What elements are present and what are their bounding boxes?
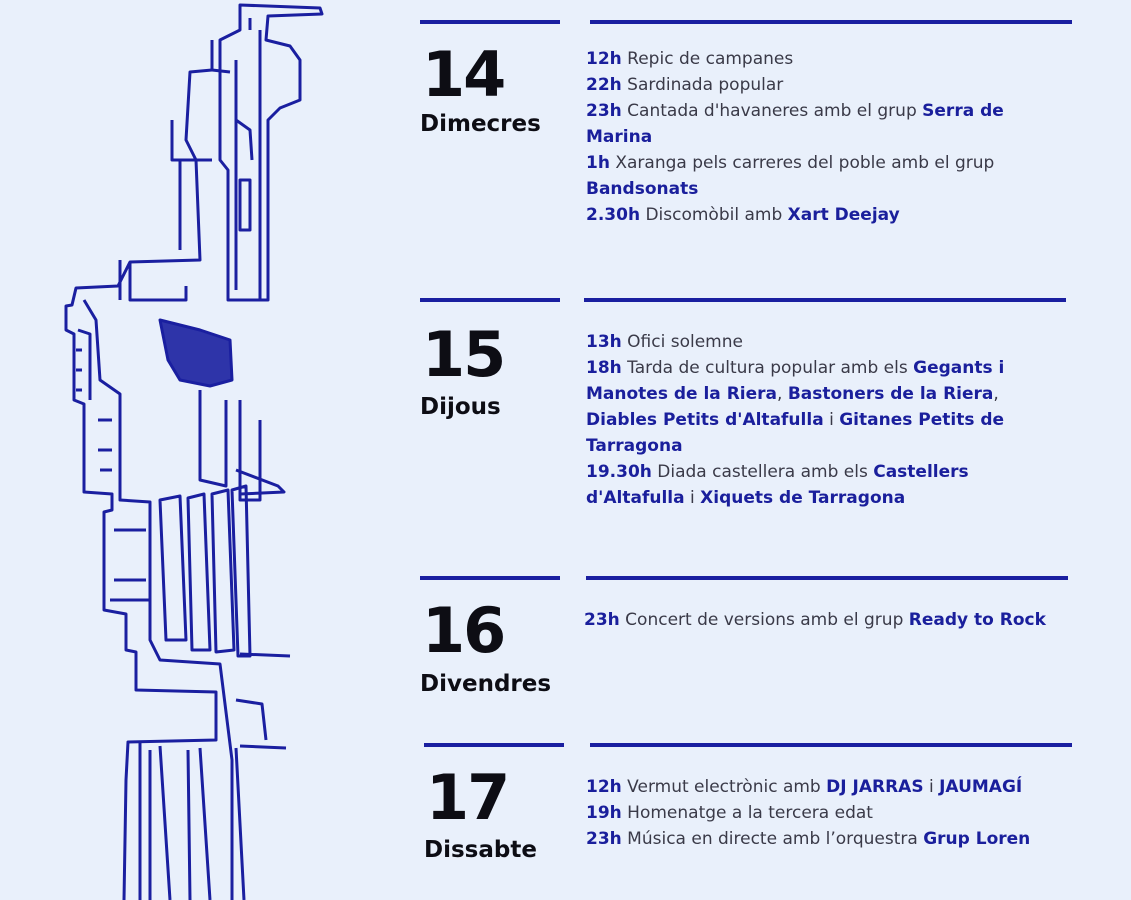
day-name: Dissabte [424, 837, 537, 863]
divider-left [420, 576, 560, 580]
day-block-17 [418, 743, 1078, 900]
divider-right [584, 298, 1066, 302]
divider-left [424, 743, 564, 747]
day-number: 15 [422, 318, 505, 391]
day-name: Dijous [420, 394, 501, 420]
event-list [586, 46, 1026, 228]
event-item: 12h Vermut electrònic amb DJ JARRAS i JAUMAGÍ [586, 777, 1023, 797]
day-number: 17 [426, 761, 509, 834]
divider-left [420, 20, 560, 24]
event-list [586, 774, 1066, 852]
event-item: 18h Tarda de cultura popular amb els Gegants i Manotes de la Riera, Bastoners de la Riera, Diables Petits d'Altafulla i Gitanes Petits de Tarragona [586, 358, 1005, 456]
divider-right [590, 743, 1072, 747]
event-item: 23h Cantada d'havaneres amb el grup Serra de Marina [586, 101, 1004, 147]
day-block-16 [418, 576, 1078, 716]
divider-right [590, 20, 1072, 24]
event-item: 23h Música en directe amb l’orquestra Grup Loren [586, 829, 1031, 849]
building-illustration [0, 0, 340, 900]
event-item: 1h Xaranga pels carreres del poble amb el grup Bandsonats [586, 153, 995, 199]
event-item: 13h Ofici solemne [586, 332, 743, 352]
day-number: 16 [422, 594, 505, 667]
event-list [584, 607, 1064, 633]
day-block-14 [418, 20, 1078, 260]
event-item: 23h Concert de versions amb el grup Ready to Rock [584, 610, 1046, 630]
day-name: Dimecres [420, 111, 541, 137]
event-list [586, 329, 1026, 511]
day-name: Divendres [420, 671, 552, 697]
divider-left [420, 298, 560, 302]
divider-right [586, 576, 1068, 580]
event-item: 19h Homenatge a la tercera edat [586, 803, 873, 823]
event-item: 12h Repic de campanes [586, 49, 794, 69]
event-item: 22h Sardinada popular [586, 75, 784, 95]
event-item: 19.30h Diada castellera amb els Castellers d'Altafulla i Xiquets de Tarragona [586, 462, 969, 508]
event-item: 2.30h Discomòbil amb Xart Deejay [586, 205, 900, 225]
day-number: 14 [422, 38, 505, 111]
day-block-15 [418, 298, 1078, 548]
